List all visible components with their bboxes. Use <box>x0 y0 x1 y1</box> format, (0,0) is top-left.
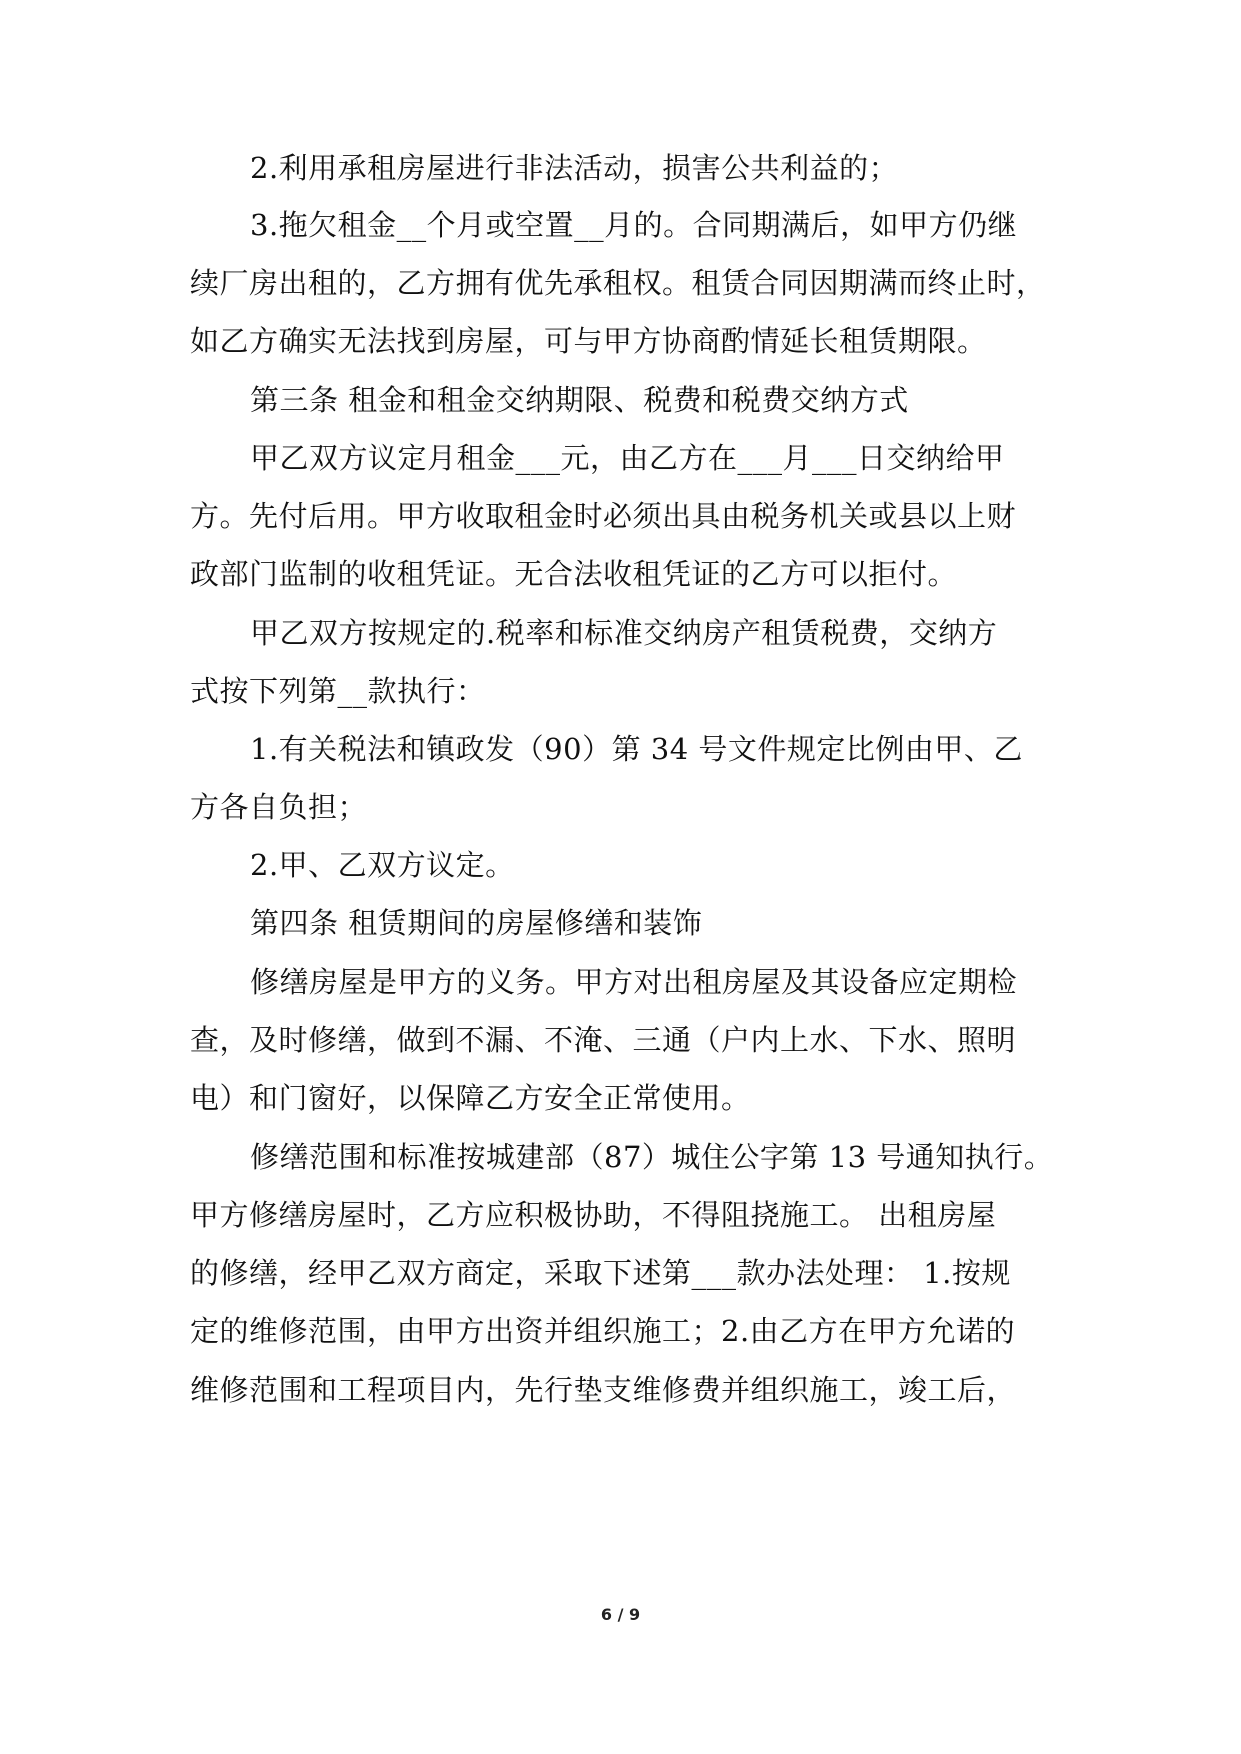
text-line: 式按下列第__款执行： <box>190 674 486 708</box>
text-line: 政部门监制的收租凭证。无合法收租凭证的乙方可以拒付。 <box>190 557 958 591</box>
text-line: 如乙方确实无法找到房屋，可与甲方协商酌情延长租赁期限。 <box>190 324 987 358</box>
text-line: 修缮范围和标准按城建部（87）城住公字第 13 号通知执行。 <box>250 1140 1054 1174</box>
text-line: 第三条 租金和租金交纳期限、税费和税费交纳方式 <box>250 383 909 417</box>
text-line: 2.甲、乙双方议定。 <box>250 848 515 882</box>
text-line: 3.拖欠租金__个月或空置__月的。合同期满后，如甲方仍继 <box>250 208 1018 242</box>
text-line: 方。先付后用。甲方收取租金时必须出具由税务机关或县以上财 <box>190 499 1017 533</box>
text-line: 查，及时修缮，做到不漏、不淹、三通（户内上水、下水、照明 <box>190 1023 1017 1057</box>
text-line: 2.利用承租房屋进行非法活动，损害公共利益的； <box>250 151 899 185</box>
text-line: 维修范围和工程项目内，先行垫支维修费并组织施工，竣工后， <box>190 1373 1017 1407</box>
text-line: 甲乙双方按规定的.税率和标准交纳房产租赁税费，交纳方 <box>250 616 998 650</box>
text-line: 的修缮，经甲乙双方商定，采取下述第___款办法处理： 1.按规 <box>190 1256 1011 1290</box>
text-line: 续厂房出租的，乙方拥有优先承租权。租赁合同因期满而终止时， <box>190 266 1046 300</box>
text-line: 第四条 租赁期间的房屋修缮和装饰 <box>250 906 703 940</box>
text-line: 定的维修范围，由甲方出资并组织施工；2.由乙方在甲方允诺的 <box>190 1314 1016 1348</box>
text-line: 修缮房屋是甲方的义务。甲方对出租房屋及其设备应定期检 <box>250 965 1018 999</box>
text-line: 电）和门窗好，以保障乙方安全正常使用。 <box>190 1081 751 1115</box>
text-line: 甲乙双方议定月租金___元，由乙方在___月___日交纳给甲 <box>250 441 1005 475</box>
page-number: 6 / 9 <box>600 1605 641 1624</box>
text-line: 1.有关税法和镇政发（90）第 34 号文件规定比例由甲、乙 <box>250 732 1023 766</box>
text-line: 甲方修缮房屋时，乙方应积极协助，不得阻挠施工。 出租房屋 <box>190 1198 997 1232</box>
text-line: 方各自负担； <box>190 790 368 824</box>
